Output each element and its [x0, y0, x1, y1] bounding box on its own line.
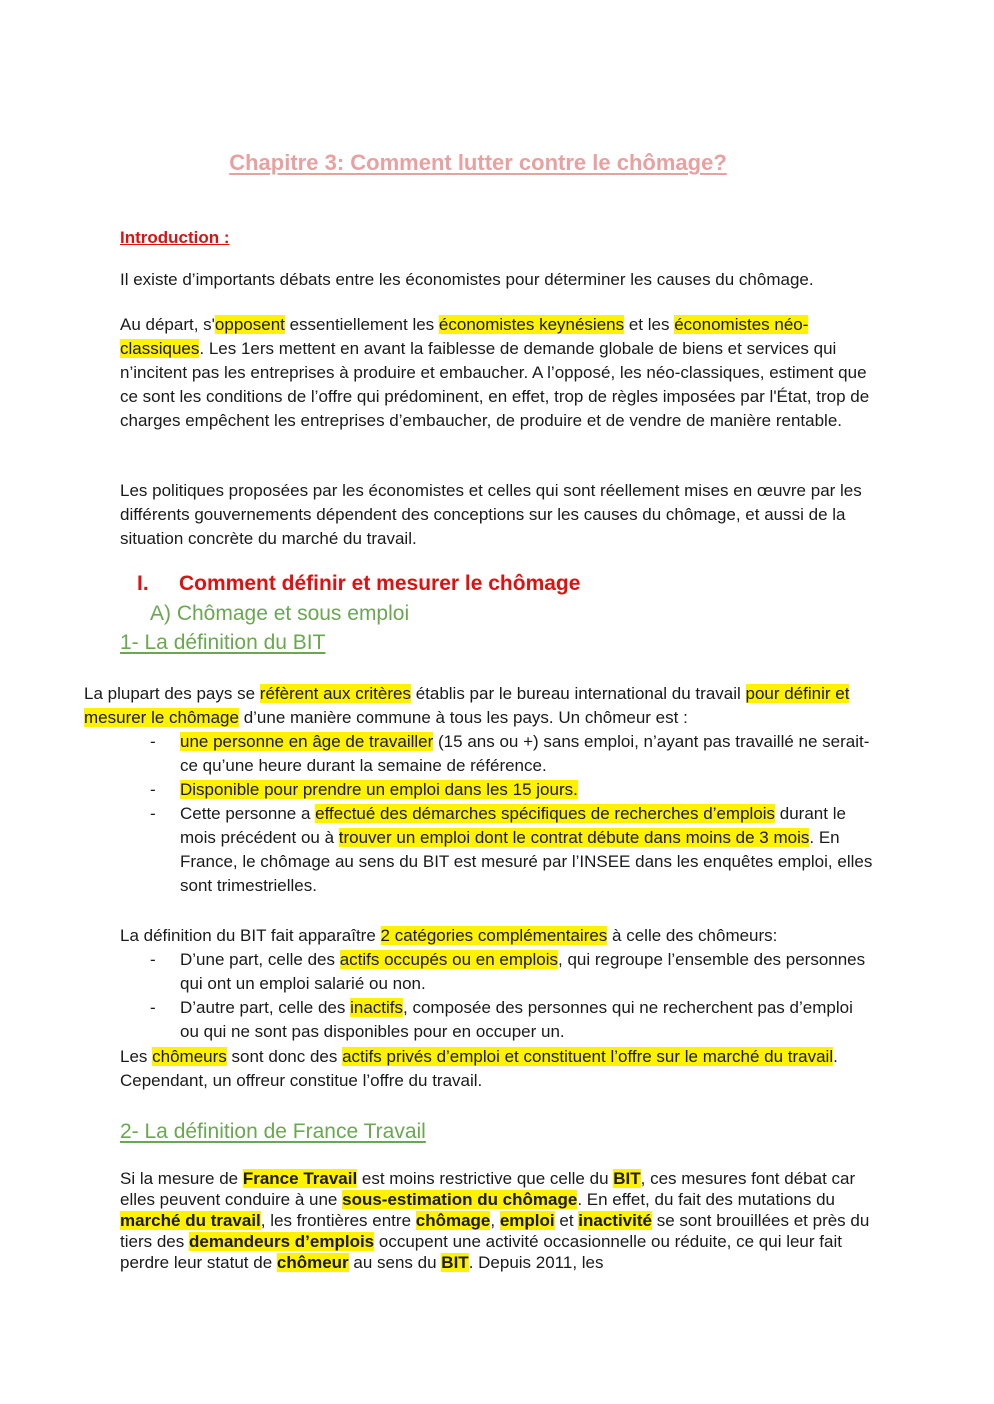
highlight: économistes néo-classiques [120, 315, 809, 358]
paragraph-chomeurs: Les chômeurs sont donc des actifs privés d’emploi et constituent l’offre sur le marché du travail. Cependant, un offreur constitue l’offre du travail. [120, 1047, 838, 1090]
heading-france-travail: 2- La définition de France Travail [120, 1120, 426, 1143]
paragraph-bit-categories: La définition du BIT fait apparaître 2 catégories complémentaires à celle des chômeurs: [120, 926, 778, 945]
highlight: actifs privés d’emploi et constituent l’offre sur le marché du travail [342, 1047, 834, 1066]
subsection-heading-a: A) Chômage et sous emploi [150, 602, 410, 625]
list-item: - D’autre part, celle des inactifs, composée des personnes qui ne recherchent pas d’emploi ou qui ne sont pas disponibles pour en occuper un. [150, 998, 853, 1041]
paragraph-bit-criteria: La plupart des pays se réfèrent aux critères établis par le bureau international du travail pour définir et mesurer le chômage d’une manière commune à tous les pays. Un chômeur est : [84, 684, 850, 727]
highlight: chômeur [276, 1253, 349, 1272]
list-item: - une personne en âge de travailler (15 ans ou +) sans emploi, n’ayant pas travaillé ne serait-ce qu’une heure durant la semaine de référence. [150, 732, 870, 775]
paragraph-intro-2: Au départ, s'opposent essentiellement les économistes keynésiens et les économistes néo-classiques. Les 1ers mettent en avant la faiblesse de demande globale de biens et services qui n’incitent pas les entreprises à produire et embaucher. A l’opposé, les néo-classiques, estiment que ce sont les conditions de l’offre qui prédominent, en effet, trop de règles imposées par l'État, trop de charges empêchent les entreprises d’embaucher, de produire et de vendre de manière rentable. [120, 315, 870, 430]
highlight: trouver un emploi dont le contrat débute dans moins de 3 mois [338, 828, 810, 847]
highlight: actifs occupés ou en emplois [339, 950, 558, 969]
paragraph-intro-3: Les politiques proposées par les économistes et celles qui sont réellement mises en œuvre par les différents gouvernements dépendent des conceptions sur les causes du chômage, et aussi de la situation concrète du marché du travail. [120, 481, 862, 548]
highlight: sous-estimation du chômage [342, 1190, 578, 1209]
page-title: Chapitre 3: Comment lutter contre le chômage? [229, 150, 727, 175]
highlight: Disponible pour prendre un emploi dans les 15 jours. [180, 780, 578, 799]
paragraph-france-travail: Si la mesure de France Travail est moins restrictive que celle du BIT, ces mesures font débat car elles peuvent conduire à une sous-estimation du chômage. En effet, du fait des mutations du marché du travail, les frontières entre chômage, emploi et inactivité se sont brouillées et près du tiers des demandeurs d’emplois occupent une activité occasionnelle ou réduite, ce qui leur fait perdre leur statut de chômeur au sens du BIT. Depuis 2011, les [120, 1169, 870, 1272]
highlight: chômage [415, 1211, 491, 1230]
highlight: 2 catégories complémentaires [380, 926, 608, 945]
highlight: emploi [499, 1211, 555, 1230]
list-item: - Disponible pour prendre un emploi dans les 15 jours. [150, 780, 578, 799]
section-heading-1 [137, 572, 580, 596]
highlight: pour définir et mesurer le chômage [84, 684, 850, 727]
highlight: demandeurs d’emplois [188, 1232, 375, 1251]
highlight: chômeurs [152, 1047, 227, 1066]
list-item: - Cette personne a effectué des démarches spécifiques de recherches d’emplois durant le mois précédent ou à trouver un emploi dont le contrat débute dans moins de 3 mois. En France, le chômage au sens du BIT est mesuré par l’INSEE dans les enquêtes emploi, elles sont trimestrielles. [150, 804, 873, 895]
section-label: Comment définir et mesurer le chômage [179, 572, 581, 595]
highlight: marché du travail [120, 1211, 261, 1230]
list-item: - D’une part, celle des actifs occupés ou en emplois, qui regroupe l’ensemble des personnes qui ont un emploi salarié ou non. [150, 950, 866, 993]
highlight: BIT [613, 1169, 641, 1188]
heading-bit-definition: 1- La définition du BIT [120, 631, 326, 654]
highlight: BIT [441, 1253, 469, 1272]
bullet-list-categories [150, 948, 870, 1044]
highlight: effectué des démarches spécifiques de recherches d’emplois [315, 804, 776, 823]
highlight: opposent [214, 315, 285, 334]
highlight: économistes keynésiens [438, 315, 625, 334]
highlight: une personne en âge de travailler [180, 732, 434, 751]
paragraph-intro-1: Il existe d’importants débats entre les économistes pour déterminer les causes du chômage. [120, 270, 814, 289]
bullet-list-chomeur [150, 730, 880, 898]
highlight: France Travail [242, 1169, 358, 1188]
highlight: réfèrent aux critères [259, 684, 411, 703]
intro-heading: Introduction : [120, 228, 230, 247]
section-number: I. [137, 572, 149, 595]
highlight: inactivité [578, 1211, 652, 1230]
highlight: inactifs [350, 998, 404, 1017]
